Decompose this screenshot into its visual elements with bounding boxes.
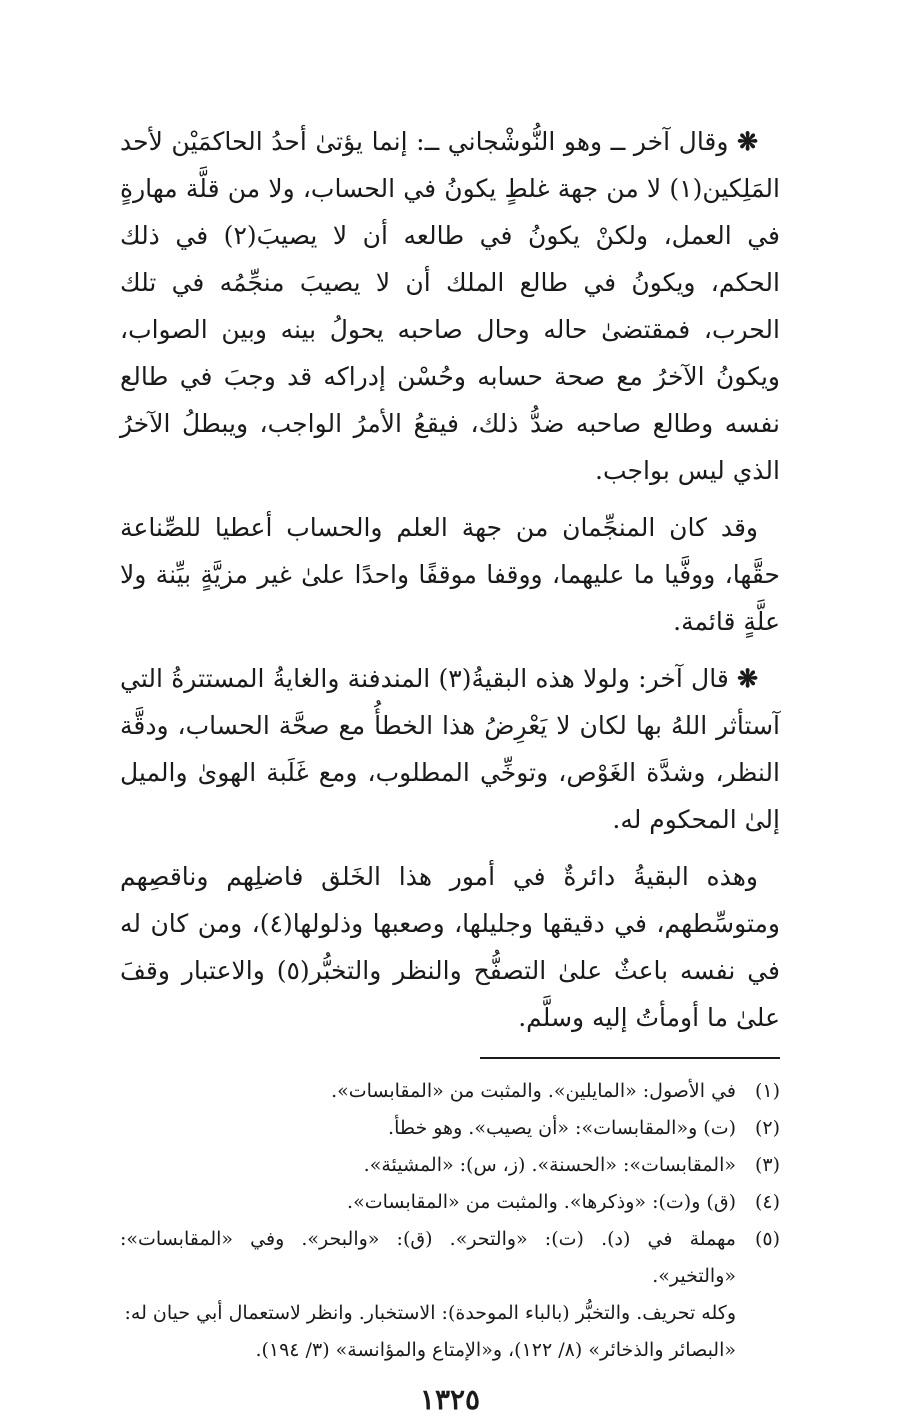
footnote-text — [120, 1184, 736, 1221]
section-star-icon: ❋ — [737, 664, 759, 693]
section-star-icon: ❋ — [737, 127, 759, 156]
paragraph-4 — [120, 853, 780, 1041]
footnote-line: «البصائر والذخائر» (٨/ ١٢٢)، و«الإمتاع والمؤانسة» (٣/ ١٩٤). — [255, 1339, 736, 1361]
paragraph-1 — [120, 118, 780, 494]
footnote-item — [120, 1184, 780, 1221]
footnote-text — [120, 1073, 736, 1110]
main-text — [120, 118, 780, 1041]
paragraph-3-text: قال آخر: ولولا هذه البقيةُ(٣) المندفنة والغايةُ المستترةُ التي آستأثر اللهُ بها لكان لا يَعْرِضُ هذا الخطأُ مع صحَّة الحساب، ودقَّة النظر، وشدَّة الغَوْص، وتوخِّي المطلوب، ومع غَلَبة الهوىٰ والميل إلىٰ المحكوم له. — [120, 664, 780, 834]
footnotes — [120, 1073, 780, 1369]
footnote-item — [120, 1110, 780, 1147]
footnote-line: (ت) و«المقابسات»: «أن يصيب». وهو خطأ. — [388, 1117, 736, 1139]
footnote-text — [120, 1147, 736, 1184]
footnote-number: (٣) — [754, 1154, 780, 1176]
paragraph-3 — [120, 655, 780, 843]
page-number: ١٣٢٥ — [419, 1383, 481, 1416]
footnote-item — [120, 1147, 780, 1184]
paragraph-4-text: وهذه البقيةُ دائرةٌ في أمور هذا الخَلق فاضلِهم وناقصِهم ومتوسِّطهم، في دقيقها وجليلها، وصعبها وذلولها(٤)، ومن كان له في نفسه باعثٌ علىٰ التصفُّح والنظر والتخبُّر(٥) والاعتبار وقفَ علىٰ ما أومأتُ إليه وسلَّم. — [120, 862, 780, 1032]
footnote-text — [120, 1221, 736, 1369]
paragraph-2 — [120, 504, 780, 645]
footnote-item — [120, 1221, 780, 1369]
footnote-line: (ق) و(ت): «وذكرها». والمثبت من «المقابسات». — [347, 1191, 736, 1213]
paragraph-1-text: وقال آخر ــ وهو النُّوشْجاني ــ: إنما يؤتىٰ أحدُ الحاكمَيْن لأحد المَلِكين(١) لا من جهة غلطٍ يكونُ في الحساب، ولا من قلَّة مهارةٍ في العمل، ولكنْ يكونُ في طالعه أن لا يصيبَ(٢) في ذلك الحكم، ويكونُ في طالع الملك أن لا يصيبَ منجِّمُه في تلك الحرب، فمقتضىٰ حاله وحال صاحبه يحولُ بينه وبين الصواب، ويكونُ الآخرُ مع صحة حسابه وحُسْن إدراكه قد وجبَ في طالع نفسه وطالع صاحبه ضدُّ ذلك، فيقعُ الأمرُ الواجب، ويبطلُ الآخرُ الذي ليس بواجب. — [120, 127, 780, 485]
footnote-line: وكله تحريف. والتخبُّر (بالباء الموحدة): الاستخبار. وانظر لاستعمال أبي حيان له: — [124, 1302, 736, 1324]
footnote-line: مهملة في (د). (ت): «والتحر». (ق): «والبحر». وفي «المقابسات»: «والتخير». — [120, 1228, 736, 1287]
footnote-text — [120, 1110, 736, 1147]
footnote-number: (٢) — [754, 1117, 780, 1139]
footnote-item — [120, 1073, 780, 1110]
footnote-number: (٥) — [754, 1228, 780, 1250]
book-page — [120, 118, 780, 1416]
footnote-line: «المقابسات»: «الحسنة». (ز، س): «المشيئة». — [363, 1154, 736, 1176]
footnote-line: في الأصول: «المايلين». والمثبت من «المقابسات». — [331, 1080, 736, 1102]
footnote-number: (١) — [754, 1080, 780, 1102]
paragraph-2-text: وقد كان المنجِّمان من جهة العلم والحساب أعطيا للصِّناعة حقَّها، ووفَّيا ما عليهما، ووقفا موقفًا واحدًا علىٰ غير مزيَّةٍ بيِّنة ولا علَّةٍ قائمة. — [120, 513, 780, 636]
footnote-number: (٤) — [754, 1191, 780, 1213]
footnote-divider — [480, 1057, 780, 1059]
